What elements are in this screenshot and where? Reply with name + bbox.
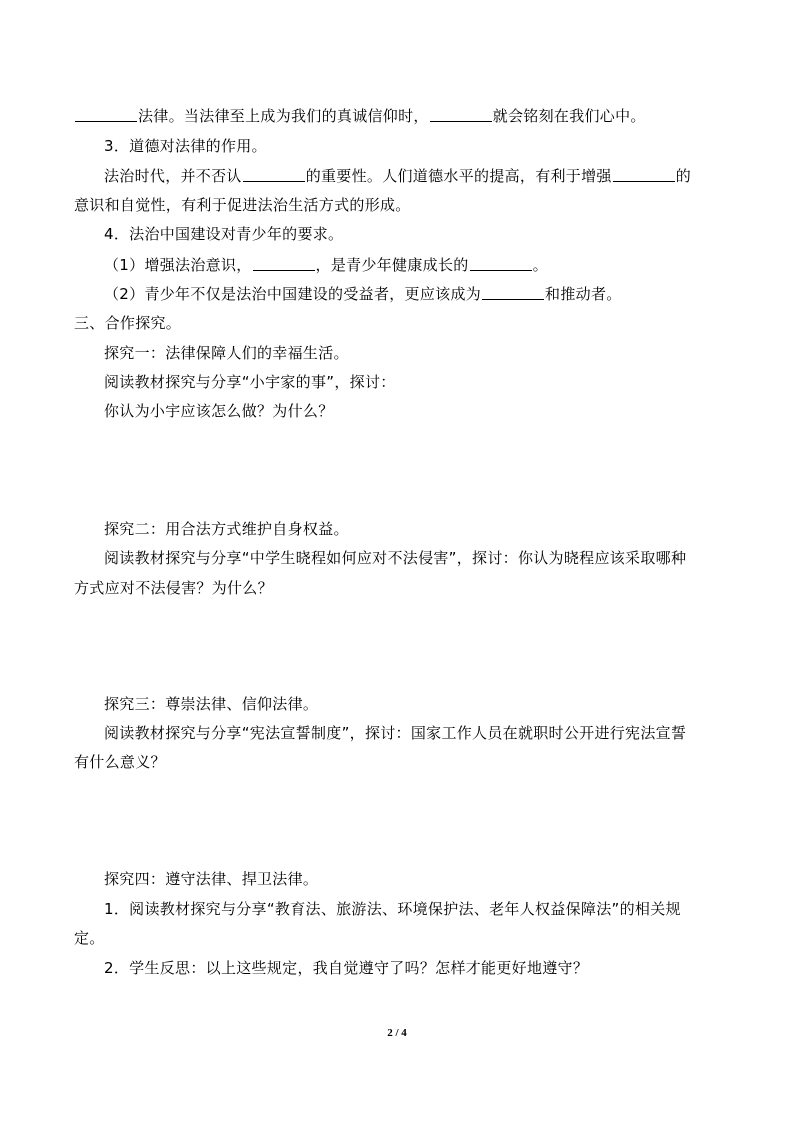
text: 法治时代，并不否认	[104, 167, 242, 185]
fill-blank[interactable]	[243, 167, 305, 182]
inquiry-heading: 探究四：遵守法律、捍卫法律。	[104, 870, 319, 888]
text-line	[104, 284, 622, 304]
fill-blank[interactable]	[75, 107, 137, 122]
text: 的	[675, 167, 692, 185]
fill-blank[interactable]	[253, 256, 315, 271]
text-line: 定。	[74, 929, 105, 947]
section-heading: 三、合作探究。	[74, 314, 182, 332]
section-heading: 4．法治中国建设对青少年的要求。	[104, 225, 344, 243]
text-line	[104, 166, 691, 186]
question-line: 你认为小宇应该怎么做？为什么？	[104, 402, 334, 420]
text: 法律。当法律至上成为我们的真诚信仰时，	[138, 107, 429, 125]
text: （1）增强法治意识，	[104, 256, 252, 274]
inquiry-heading: 探究三：尊崇法律、信仰法律。	[104, 695, 319, 713]
text-line: 阅读教材探究与分享“中学生晓程如何应对不法侵害”，探讨：你认为晓程应该采取哪种	[104, 549, 687, 567]
text-line	[74, 106, 646, 126]
text-line: 1．阅读教材探究与分享“教育法、旅游法、环境保护法、老年人权益保障法”的相关规	[104, 900, 681, 918]
fill-blank[interactable]	[470, 256, 532, 271]
text: （2）青少年不仅是法治中国建设的受益者，更应该成为	[104, 285, 482, 303]
text: 和推动者。	[545, 285, 622, 303]
text-line: 2．学生反思：以上这些规定，我自觉遵守了吗？怎样才能更好地遵守？	[104, 959, 589, 977]
inquiry-heading: 探究二：用合法方式维护自身权益。	[104, 520, 349, 538]
fill-blank[interactable]	[613, 167, 675, 182]
question-line: 有什么意义？	[74, 753, 166, 771]
inquiry-heading: 探究一：法律保障人们的幸福生活。	[104, 344, 349, 362]
text: 就会铭刻在我们心中。	[492, 107, 646, 125]
text-line: 阅读教材探究与分享“小宇家的事”，探讨：	[104, 373, 396, 391]
fill-blank[interactable]	[430, 107, 492, 122]
text: 的重要性。人们道德水平的提高，有利于增强	[305, 167, 612, 185]
text: ，是青少年健康成长的	[315, 256, 469, 274]
fill-blank[interactable]	[482, 285, 544, 300]
text-line: 阅读教材探究与分享“宪法宣誓制度”，探讨：国家工作人员在就职时公开进行宪法宣誓	[104, 724, 687, 742]
section-heading: 3．道德对法律的作用。	[104, 137, 267, 155]
text-line: 意识和自觉性，有利于促进法治生活方式的形成。	[74, 196, 411, 214]
text: 。	[532, 256, 548, 274]
text-line	[104, 255, 548, 275]
question-line: 方式应对不法侵害？为什么？	[74, 579, 273, 597]
page-number: 2 / 4	[387, 1027, 407, 1039]
